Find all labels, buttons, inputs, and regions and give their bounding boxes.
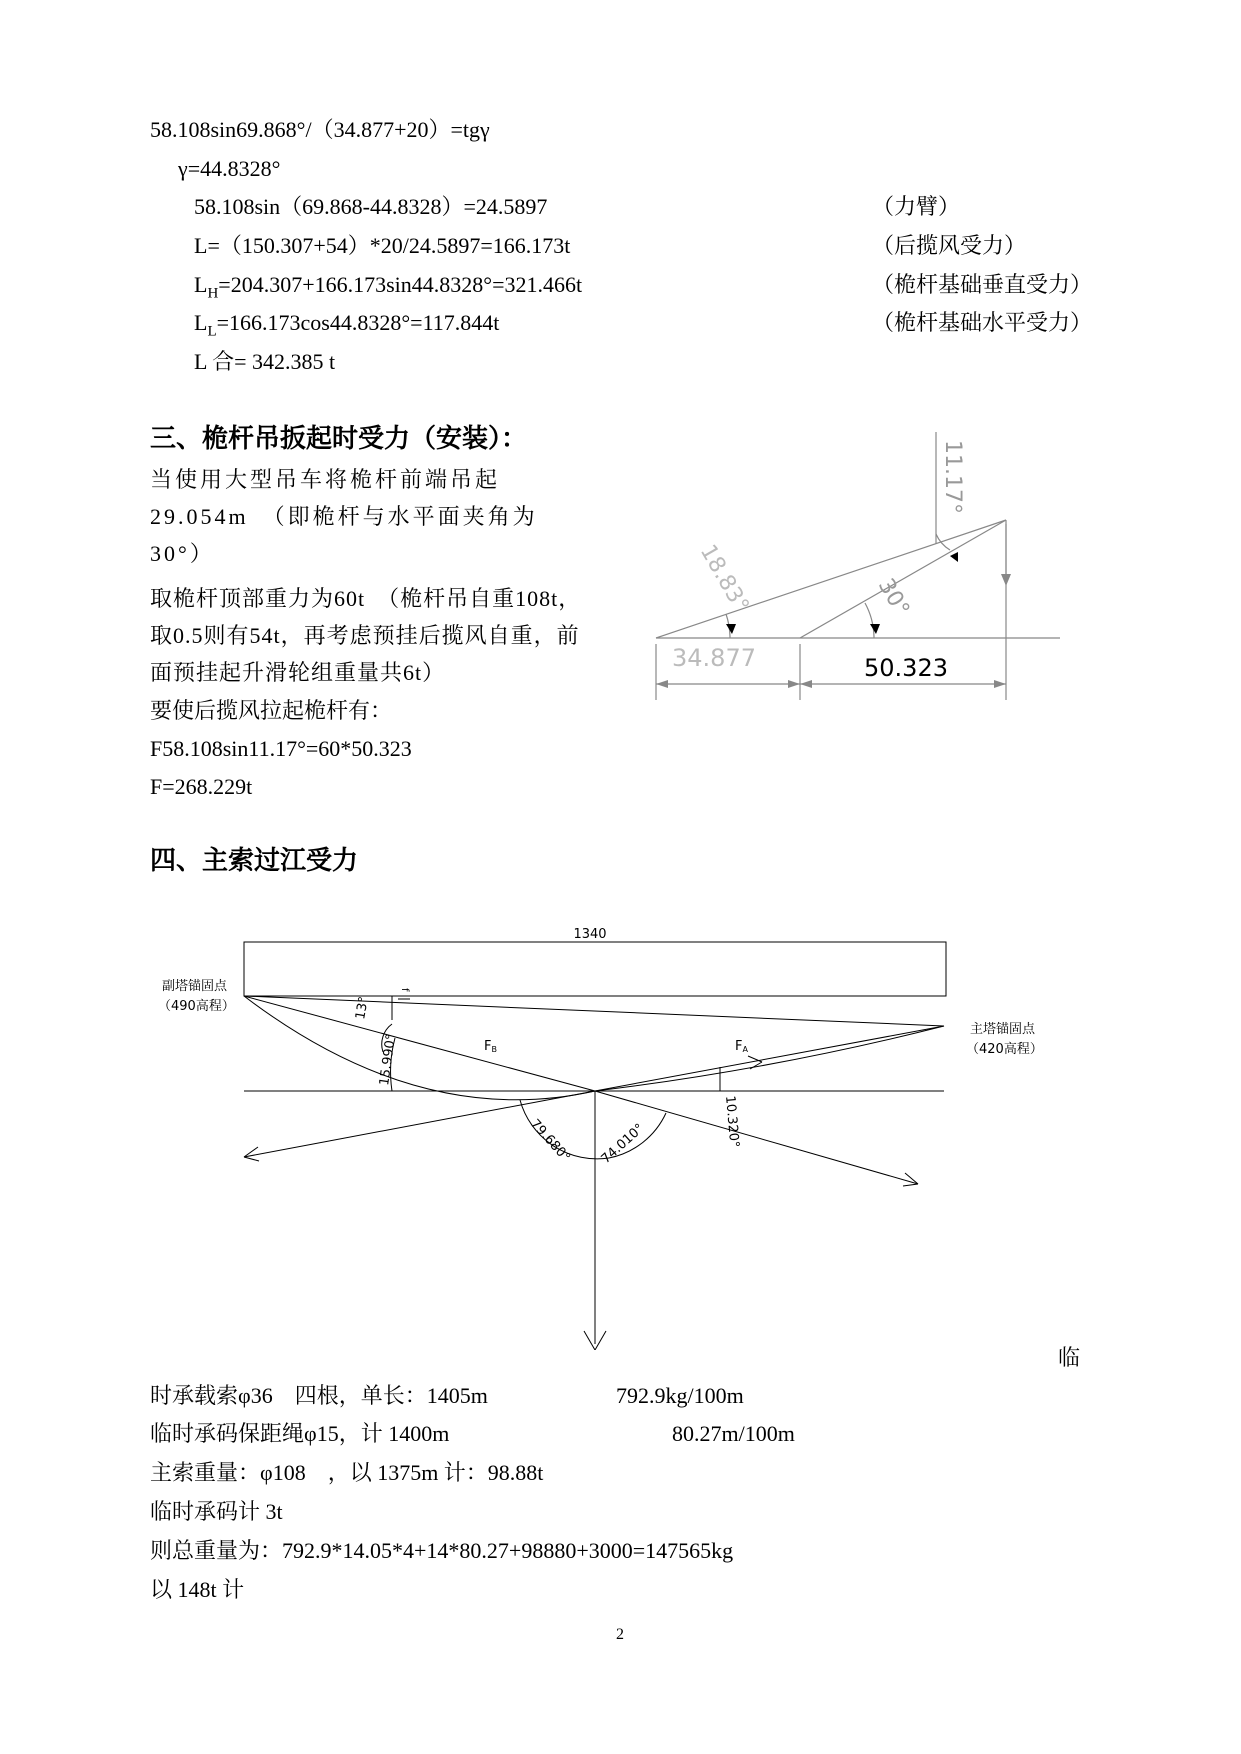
calc-line-3: 58.108sin（69.868-44.8328）=24.5897 — [194, 194, 548, 219]
note-base-vertical-force: （桅杆基础垂直受力） — [872, 272, 1093, 297]
dimension-arrow-right — [994, 680, 1006, 688]
arc-arrow-top — [950, 552, 958, 562]
angle-label-15-990: 15.990° — [377, 1032, 400, 1087]
dimension-arrow-middle-left — [788, 680, 800, 688]
force-fb-line — [244, 996, 595, 1091]
calc-line-6-symbol: L — [194, 310, 208, 335]
calc-line-7: L 合= 342.385 t — [194, 349, 336, 374]
note-base-horizontal-force: （桅杆基础水平受力） — [872, 310, 1093, 335]
load-arrowhead — [1001, 574, 1011, 586]
left-anchor-elevation: （490高程） — [158, 999, 235, 1014]
weight-arrow-left — [584, 1331, 595, 1350]
section-3-paragraph-1: 当使用大型吊车将桅杆前端吊起29.054m （即桅杆与水平面夹角为30°） — [150, 467, 538, 566]
section-3-line-3: 要使后揽风拉起桅杆有： — [150, 698, 393, 723]
force-fb-label — [484, 1039, 497, 1054]
angle-label-left: 18.83° — [694, 540, 754, 618]
calc-line-1: 58.108sin69.868°/（34.877+20）=tgγ — [150, 117, 490, 142]
force-fa-symbol: F — [735, 1039, 743, 1054]
force-fb-symbol: F — [484, 1039, 492, 1054]
note-rear-guy-force: （后揽风受力） — [872, 233, 1027, 258]
page-number: 2 — [616, 1626, 624, 1643]
calc-line-4: L=（150.307+54）*20/24.5897=166.173t — [194, 233, 571, 258]
angle-label-13: 13° — [353, 995, 372, 1021]
right-anchor-elevation: （420高程） — [966, 1042, 1043, 1057]
bottom-line-3: 主索重量：φ108 ，以 1375m 计：98.88t — [150, 1460, 544, 1485]
angle-label-10-320: 10.320° — [722, 1095, 742, 1149]
bottom-line-1: 时承载索φ36 四根，单长：1405m — [150, 1383, 488, 1408]
line-wrap-character: 临 — [1058, 1345, 1081, 1370]
bottom-line-2-rate: 80.27m/100m — [672, 1421, 795, 1446]
calc-line-6-subscript: L — [207, 323, 217, 340]
left-anchor-label: 副塔锚固点 — [162, 979, 228, 994]
section-3-line-5: F=268.229t — [150, 774, 253, 799]
force-fa-line — [595, 1026, 944, 1091]
bottom-line-6: 以 148t 计 — [150, 1577, 245, 1602]
span-label: 1340 — [573, 927, 607, 942]
bottom-line-4: 临时承码计 3t — [150, 1499, 283, 1524]
bottom-line-5: 则总重量为：792.9*14.05*4+14*80.27+98880+3000=147565kg — [150, 1538, 734, 1563]
force-fa-subscript: A — [742, 1045, 748, 1054]
calc-line-6-expression: =166.173cos44.8328°=117.844t — [216, 310, 500, 335]
main-cable-crossing-diagram — [0, 920, 1241, 1350]
calc-line-5 — [194, 272, 582, 306]
section-3-line-4: F58.108sin11.17°=60*50.323 — [150, 736, 412, 761]
angle-label-79-680: 79.680° — [527, 1116, 573, 1166]
section-3-heading: 三、桅杆吊扳起时受力（安装）： — [150, 424, 528, 453]
calc-line-6 — [194, 310, 499, 344]
angle-arc-top — [936, 534, 950, 550]
fa-arrow-lower — [750, 1062, 762, 1069]
bottom-line-1-rate: 792.9kg/100m — [616, 1383, 744, 1408]
calc-line-5-subscript: H — [207, 285, 219, 302]
calc-line-5-symbol: L — [194, 272, 208, 297]
bottom-line-2: 临时承码保距绳φ15，计 1400m — [150, 1421, 450, 1446]
fa-extension-arrow-lower — [244, 1157, 259, 1161]
calc-line-5-expression: =204.307+166.173sin44.8328°=321.466t — [218, 272, 583, 297]
angle-arc-right — [865, 603, 874, 638]
angle-label-right: 30° — [872, 574, 914, 621]
calc-line-2: γ=44.8328° — [178, 156, 281, 181]
dimension-label-right: 50.323 — [864, 654, 948, 682]
section-4-heading: 四、主索过江受力 — [150, 846, 359, 875]
sag-label: f — [399, 988, 410, 992]
arc-arrow-right — [870, 624, 880, 634]
force-fa-label — [735, 1039, 748, 1054]
chord-line — [244, 996, 944, 1026]
dimension-arrow-middle-right — [800, 680, 812, 688]
angle-label-74-010: 74.010° — [598, 1121, 648, 1167]
weight-arrow-right — [595, 1331, 606, 1350]
section-3-paragraph-2: 取桅杆顶部重力为60t （桅杆吊自重108t，取0.5则有54t，再考虑预挂后揽风自重，前面预挂起升滑轮组重量共6t） — [150, 586, 582, 685]
arc-arrow-left — [726, 624, 736, 634]
dimension-arrow-left — [656, 680, 668, 688]
fb-extension-arrow-lower — [903, 1184, 918, 1186]
force-fb-extension — [595, 1091, 918, 1184]
cable-sag-curve — [244, 996, 944, 1100]
dimension-label-left: 34.877 — [672, 644, 756, 672]
mast-lifting-diagram — [640, 420, 1080, 710]
angle-label-top: 11.17° — [940, 440, 965, 514]
note-lever-arm: （力臂） — [872, 194, 961, 219]
force-fb-subscript: B — [491, 1045, 497, 1054]
right-anchor-label: 主塔锚固点 — [970, 1022, 1036, 1037]
span-dimension-box — [244, 942, 946, 996]
